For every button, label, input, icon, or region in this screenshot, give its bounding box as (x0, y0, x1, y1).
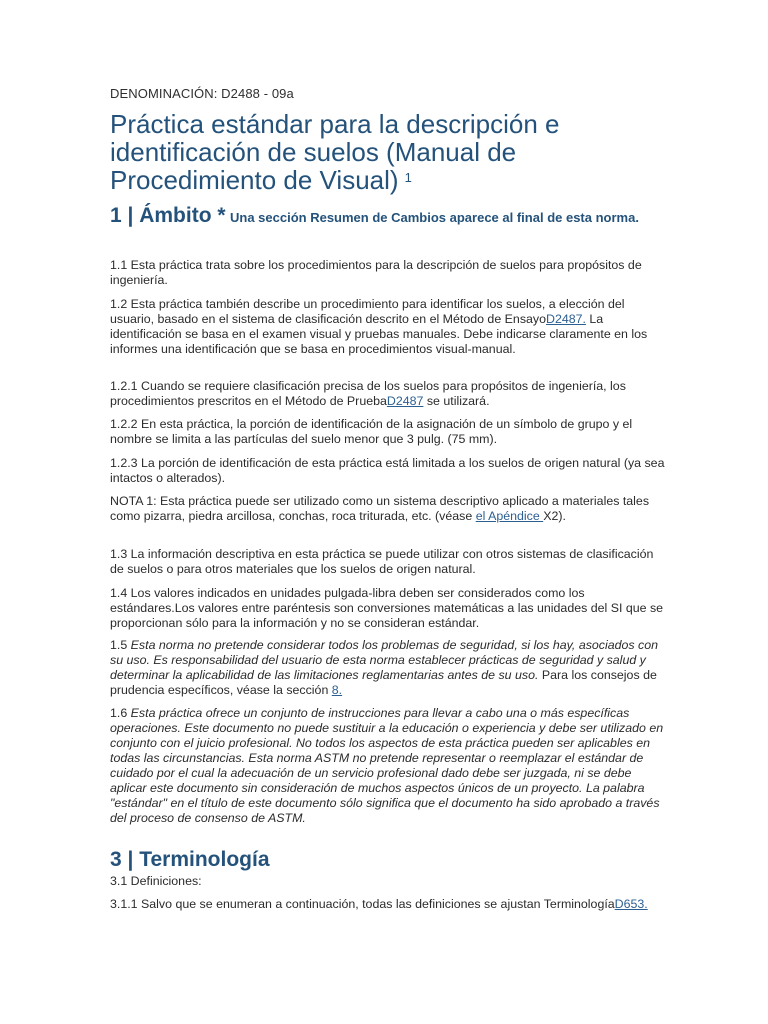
link-d2487-test[interactable]: D2487 (386, 394, 424, 408)
paragraph-1-6-number: 1.6 (110, 706, 131, 720)
link-d653[interactable]: D653. (614, 897, 648, 911)
section-1-heading (110, 204, 670, 228)
paragraph-1-5-number: 1.5 (110, 638, 131, 652)
paragraph-1-1: 1.1 Esta práctica trata sobre los procedimientos para la descripción de suelos para propósitos de ingeniería. (110, 258, 642, 287)
note-1 (110, 494, 666, 524)
title-footnote-marker: 1 (404, 170, 412, 185)
link-appendix[interactable]: el Apéndice (475, 509, 544, 523)
link-d2487-method[interactable]: D2487. (546, 312, 586, 326)
paragraph-1-6-italic: Esta práctica ofrece un conjunto de instrucciones para llevar a cabo una o más específicas operaciones. Este documento no puede sustituir a la educación o experiencia y debe ser utilizado en conjunto con el juicio profesional. No todos los aspectos de esta práctica pueden ser aplicables en todas las circunstancias. Esta norma ASTM no pretende representar o reemplazar el estándar de cuidado por el cual la adecuación de un servicio profesional dado debe ser juzgada, ni se debe aplicar este documento sin consideración de muchos aspectos únicos de un proyecto. La palabra "estándar" en el título de este documento sólo significa que el documento ha sido aprobado a través del proceso de consenso de ASTM. (110, 706, 664, 825)
note-1-text-b: X2). (543, 509, 566, 523)
page-title (110, 110, 670, 194)
section-1-note: Una sección Resumen de Cambios aparece al final de esta norma. (230, 210, 639, 225)
link-section-8[interactable]: 8. (331, 683, 343, 697)
paragraph-1-4: 1.4 Los valores indicados en unidades pulgada-libra deben ser considerados como los estándares.Los valores entre paréntesis son conversiones matemáticas a las unidades del SI que se proporcionan sólo para la información y no se consideran estándar. (110, 586, 664, 630)
section-1-title: 1 | Ámbito * (110, 204, 226, 227)
paragraph-1-5-italic: Esta norma no pretende considerar todos los problemas de seguridad, si los hay, asociados con su uso. Es responsabilidad del usuario de esta norma establecer prácticas de seguridad y salud y determinar la aplicabilidad de las limitaciones reglamentarias antes de su uso. (110, 638, 659, 682)
paragraph-1-5-text-b: Para los consejos de prudencia específicos, véase la sección (110, 668, 657, 697)
section-3-heading (110, 848, 670, 872)
paragraph-1-2-1-text-b: se utilizará. (423, 394, 490, 408)
note-1-text-a: NOTA 1: Esta práctica puede ser utilizado como un sistema descriptivo aplicado a materiales tales como pizarra, piedra arcillosa, conchas, roca triturada, etc. (véase (110, 494, 650, 523)
title-text: Práctica estándar para la descripción e identificación de suelos (Manual de Procedimiento de Visual) (110, 109, 560, 195)
paragraph-1-2-text-b: La identificación se basa en el examen visual y pruebas manuales. Debe indicarse claramente en los informes una identificación que se basa en procedimientos visual-manual. (110, 312, 648, 356)
paragraph-1-6 (110, 706, 666, 826)
paragraph-3-1: 3.1 Definiciones: (110, 874, 202, 888)
paragraph-1-2 (110, 297, 666, 357)
paragraph-1-2-1-text-a: 1.2.1 Cuando se requiere clasificación precisa de los suelos para propósitos de ingeniería, los procedimientos prescritos en el Método de Prueba (110, 379, 626, 408)
paragraph-1-2-text-a: 1.2 Esta práctica también describe un procedimiento para identificar los suelos, a elección del usuario, basado en el sistema de clasificación descrito en el Método de Ensayo (110, 297, 625, 326)
paragraph-1-3: 1.3 La información descriptiva en esta práctica se puede utilizar con otros sistemas de clasificación de suelos o para otros materiales que los suelos de origen natural. (110, 547, 654, 576)
paragraph-1-2-1 (110, 379, 666, 409)
paragraph-1-5 (110, 638, 666, 698)
paragraph-3-1-1 (110, 897, 666, 912)
designation: DENOMINACIÓN: D2488 - 09a (110, 86, 294, 101)
paragraph-1-2-3: 1.2.3 La porción de identificación de esta práctica está limitada a los suelos de origen natural (ya sea intactos o alterados). (110, 456, 665, 485)
paragraph-3-1-1-text-a: 3.1.1 Salvo que se enumeran a continuación, todas las definiciones se ajustan Terminología (110, 897, 615, 911)
section-3-title: 3 | Terminología (110, 848, 270, 871)
paragraph-1-2-2: 1.2.2 En esta práctica, la porción de identificación de la asignación de un símbolo de grupo y el nombre se limita a las partículas del suelo menor que 3 pulg. (75 mm). (110, 417, 633, 446)
